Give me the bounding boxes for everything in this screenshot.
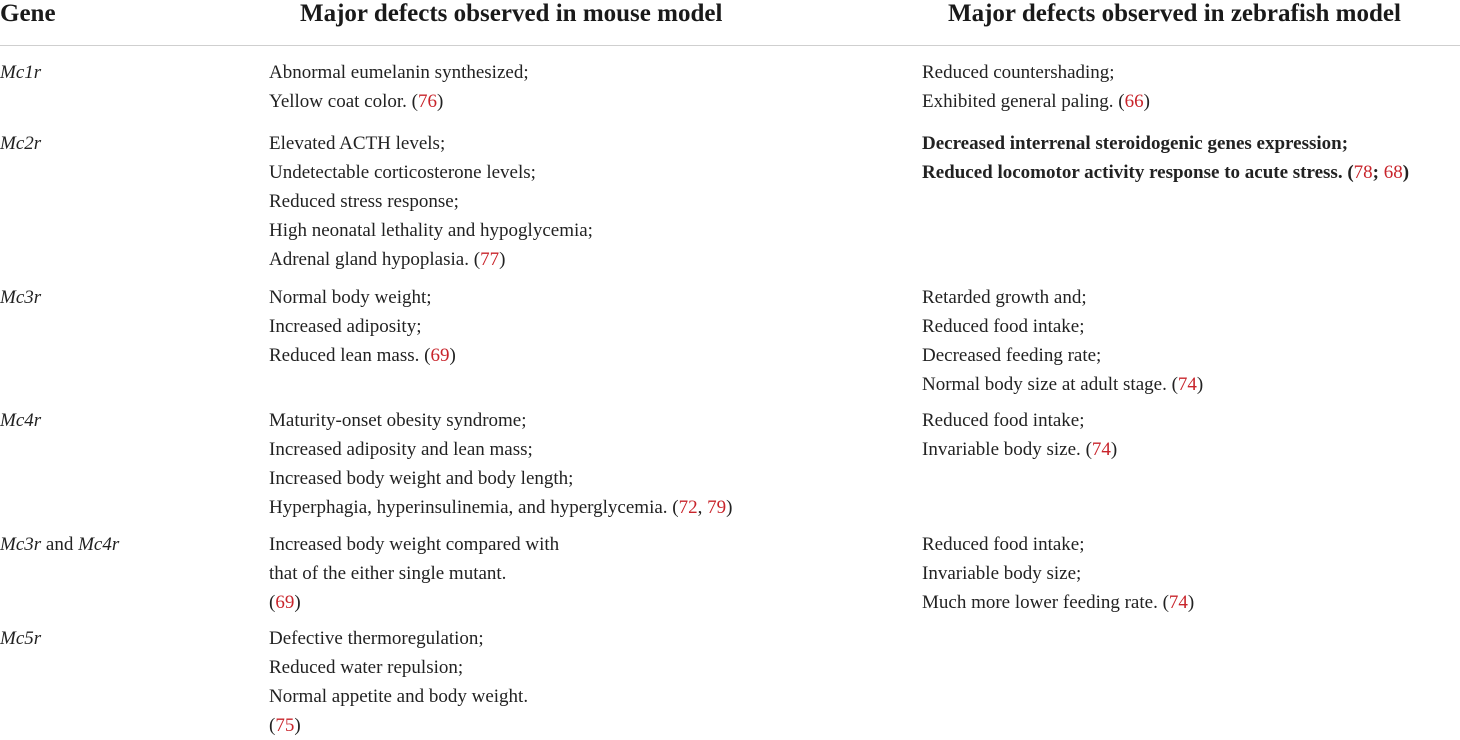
reference-link[interactable]: 72 <box>678 497 698 518</box>
zebrafish-defects: Reduced food intake; Invariable body size; Much more lower feeding rate. (74) <box>922 530 1460 617</box>
reference-link[interactable]: 69 <box>275 592 295 613</box>
defect-line: Much more lower feeding rate. <box>922 592 1158 613</box>
gene-name <box>0 530 119 559</box>
reference-link[interactable]: 75 <box>275 715 295 736</box>
header-zebrafish-model: Major defects observed in zebrafish model <box>948 0 1401 27</box>
defect-line: Increased body weight compared with <box>269 534 560 555</box>
defect-line: Reduced food intake; <box>922 316 1085 337</box>
defect-line: Increased adiposity; <box>269 316 422 337</box>
defect-line: Decreased feeding rate; <box>922 345 1102 366</box>
defect-line: Reduced locomotor activity response to acute stress. <box>922 162 1343 183</box>
reference-link[interactable]: 78 <box>1353 162 1373 183</box>
defect-line: Normal body size at adult stage. <box>922 374 1167 395</box>
header-divider <box>0 45 1460 46</box>
defect-line: Exhibited general paling. <box>922 91 1114 112</box>
reference-link[interactable]: 69 <box>430 345 450 366</box>
mouse-defects: Normal body weight; Increased adiposity; Reduced lean mass. (69) <box>269 283 909 370</box>
defect-line: Abnormal eumelanin synthesized; <box>269 62 529 83</box>
defect-line: Yellow coat color. <box>269 91 407 112</box>
gene-conjunction: and <box>45 534 74 555</box>
defect-line: Maturity-onset obesity syndrome; <box>269 410 527 431</box>
defect-line: Normal appetite and body weight. <box>269 686 529 707</box>
reference-link[interactable]: 76 <box>418 91 437 112</box>
defect-line: Adrenal gland hypoplasia. <box>269 249 469 270</box>
defect-line: Undetectable corticosterone levels; <box>269 162 536 183</box>
defect-line: Invariable body size; <box>922 563 1082 584</box>
mouse-defects: Maturity-onset obesity syndrome; Increased adiposity and lean mass; Increased body weight and body length; Hyperphagia, hyperinsulinemia, and hyperglycemia. (72, 79) <box>269 406 909 522</box>
reference-link[interactable]: 77 <box>480 249 500 270</box>
defect-line: Reduced water repulsion; <box>269 657 464 678</box>
gene-name: Mc1r <box>0 62 42 83</box>
header-mouse-model: Major defects observed in mouse model <box>300 0 723 27</box>
defect-line: that of the either single mutant. <box>269 563 507 584</box>
defect-line: Reduced countershading; <box>922 62 1115 83</box>
gene-name: Mc3r <box>0 287 42 308</box>
gene-name: Mc4r <box>0 410 42 431</box>
zebrafish-defects: Reduced countershading; Exhibited general paling. (66) <box>922 58 1460 116</box>
gene-name: Mc2r <box>0 133 42 154</box>
gene-name-a: Mc3r <box>0 534 42 555</box>
defect-line: Normal body weight; <box>269 287 432 308</box>
mouse-defects: Defective thermoregulation; Reduced water repulsion; Normal appetite and body weight. (75) <box>269 624 909 740</box>
defect-line: Decreased interrenal steroidogenic genes expression; <box>922 133 1349 154</box>
zebrafish-defects: Decreased interrenal steroidogenic genes expression; Reduced locomotor activity response to acute stress. (78; 68) <box>922 129 1460 187</box>
defect-line: Reduced food intake; <box>922 410 1085 431</box>
mouse-defects: Abnormal eumelanin synthesized; Yellow coat color. (76) <box>269 58 909 116</box>
defect-line: Retarded growth and; <box>922 287 1087 308</box>
gene-name: Mc5r <box>0 628 42 649</box>
gene-name-b: Mc4r <box>78 534 120 555</box>
defect-line: Defective thermoregulation; <box>269 628 484 649</box>
defect-line: Invariable body size. <box>922 439 1081 460</box>
reference-link[interactable]: 74 <box>1091 439 1111 460</box>
reference-link[interactable]: 74 <box>1177 374 1197 395</box>
defect-line: High neonatal lethality and hypoglycemia; <box>269 220 593 241</box>
mouse-defects: Increased body weight compared with that of the either single mutant. (69) <box>269 530 909 617</box>
defect-line: Reduced lean mass. <box>269 345 420 366</box>
header-gene: Gene <box>0 0 56 27</box>
reference-link[interactable]: 79 <box>707 497 727 518</box>
defect-line: Increased adiposity and lean mass; <box>269 439 533 460</box>
zebrafish-defects: Reduced food intake; Invariable body size. (74) <box>922 406 1460 464</box>
defect-line: Elevated ACTH levels; <box>269 133 446 154</box>
mouse-defects: Elevated ACTH levels; Undetectable corticosterone levels; Reduced stress response; High neonatal lethality and hypoglycemia; Adrenal gland hypoplasia. (77) <box>269 129 909 274</box>
defect-line: Hyperphagia, hyperinsulinemia, and hyperglycemia. <box>269 497 668 518</box>
defect-line: Reduced food intake; <box>922 534 1085 555</box>
reference-link[interactable]: 68 <box>1383 162 1403 183</box>
reference-link[interactable]: 66 <box>1124 91 1144 112</box>
defect-line: Reduced stress response; <box>269 191 459 212</box>
zebrafish-defects: Retarded growth and; Reduced food intake; Decreased feeding rate; Normal body size at adult stage. (74) <box>922 283 1460 399</box>
reference-link[interactable]: 74 <box>1168 592 1188 613</box>
defect-line: Increased body weight and body length; <box>269 468 574 489</box>
